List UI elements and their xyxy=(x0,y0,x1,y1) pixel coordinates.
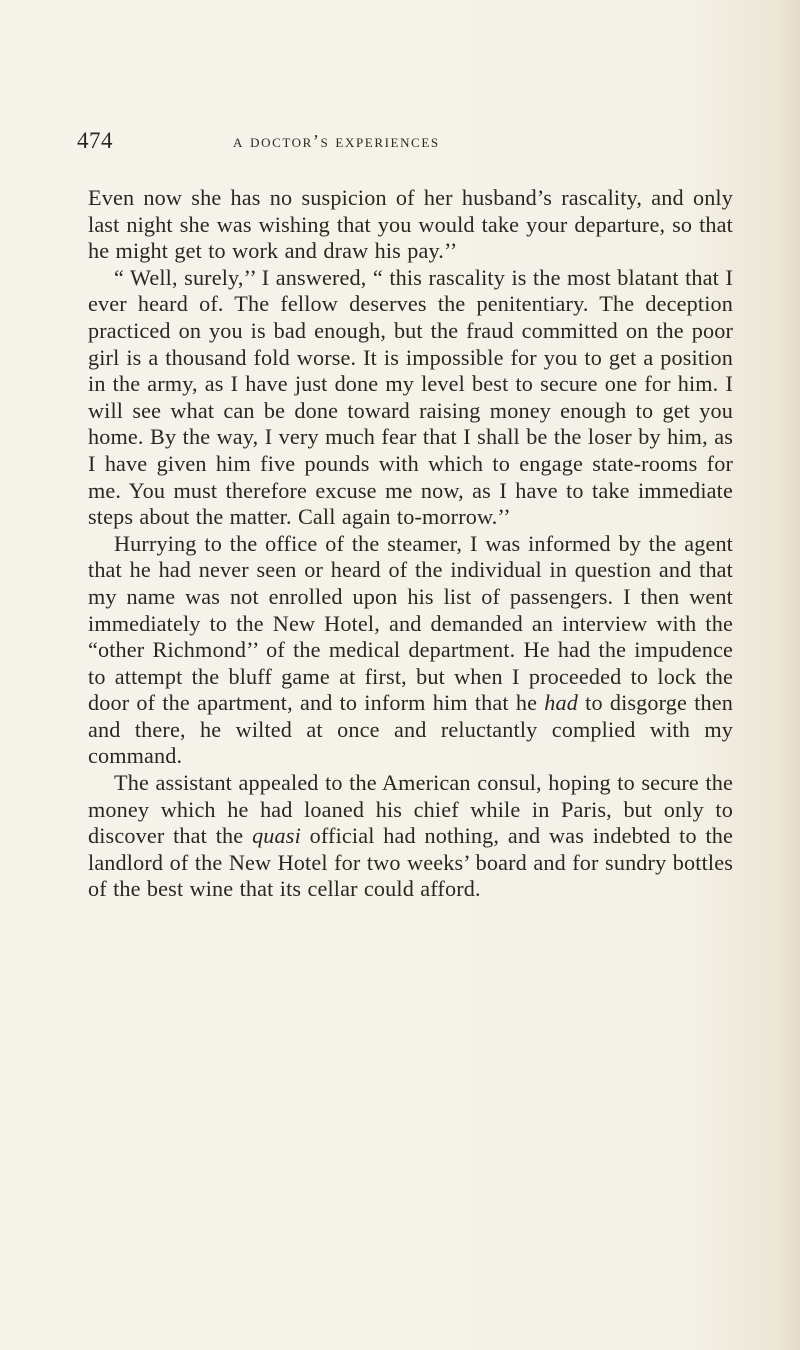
text-run: to disgorge then and there, he wilted at once and reluctantly complied with my command. xyxy=(88,690,733,769)
text-run: official had nothing, and was indebted to the landlord of the New Hotel for two weeks’ board and for sundry bottles of the best wine that its cellar could afford. xyxy=(88,823,733,902)
text-run: Even now she has no suspicion of her husband’s rascality, and only last night she was wishing that you would take your departure, so that he might get to work and draw his pay.’’ xyxy=(88,185,733,264)
italic-text-run: quasi xyxy=(252,823,301,849)
page-header xyxy=(77,128,737,158)
text-run: Hurrying to the office of the steamer, I was informed by the agent that he had never seen or heard of the individual in question and that my name was not enrolled upon his list of passengers. I then went immediately to the New Hotel, and demanded an interview with the “other Richmond’’ of the medical department. He had the impudence to attempt the bluff game at first, but when I proceeded to lock the door of the apartment, and to inform him that he xyxy=(88,530,733,716)
paragraph xyxy=(88,265,733,531)
text-run: The assistant appealed to the American consul, hoping to secure the money which he had loaned his chief while in Paris, but only to discover that the xyxy=(88,770,733,849)
paragraph xyxy=(88,531,733,770)
running-head: a doctor’s experiences xyxy=(233,131,440,151)
text-run: “ Well, surely,’’ I answered, “ this rascality is the most blatant that I ever heard of. The fellow deserves the penitentiary. The deception practiced on you is bad enough, but the fraud committed on the poor girl is a thousand fold worse. It is impossible for you to get a position in the army, as I have just done my level best to secure one for him. I will see what can be done toward raising money enough to get you home. By the way, I very much fear that I shall be the loser by him, as I have given him five pounds with which to engage state-rooms for me. You must therefore excuse me now, as I have to take immediate steps about the matter. Call again to-morrow.’’ xyxy=(88,264,733,530)
paragraph xyxy=(88,185,733,265)
body-text xyxy=(88,185,733,903)
paragraph xyxy=(88,770,733,903)
italic-text-run: had xyxy=(544,690,578,716)
page-number: 474 xyxy=(77,128,113,153)
